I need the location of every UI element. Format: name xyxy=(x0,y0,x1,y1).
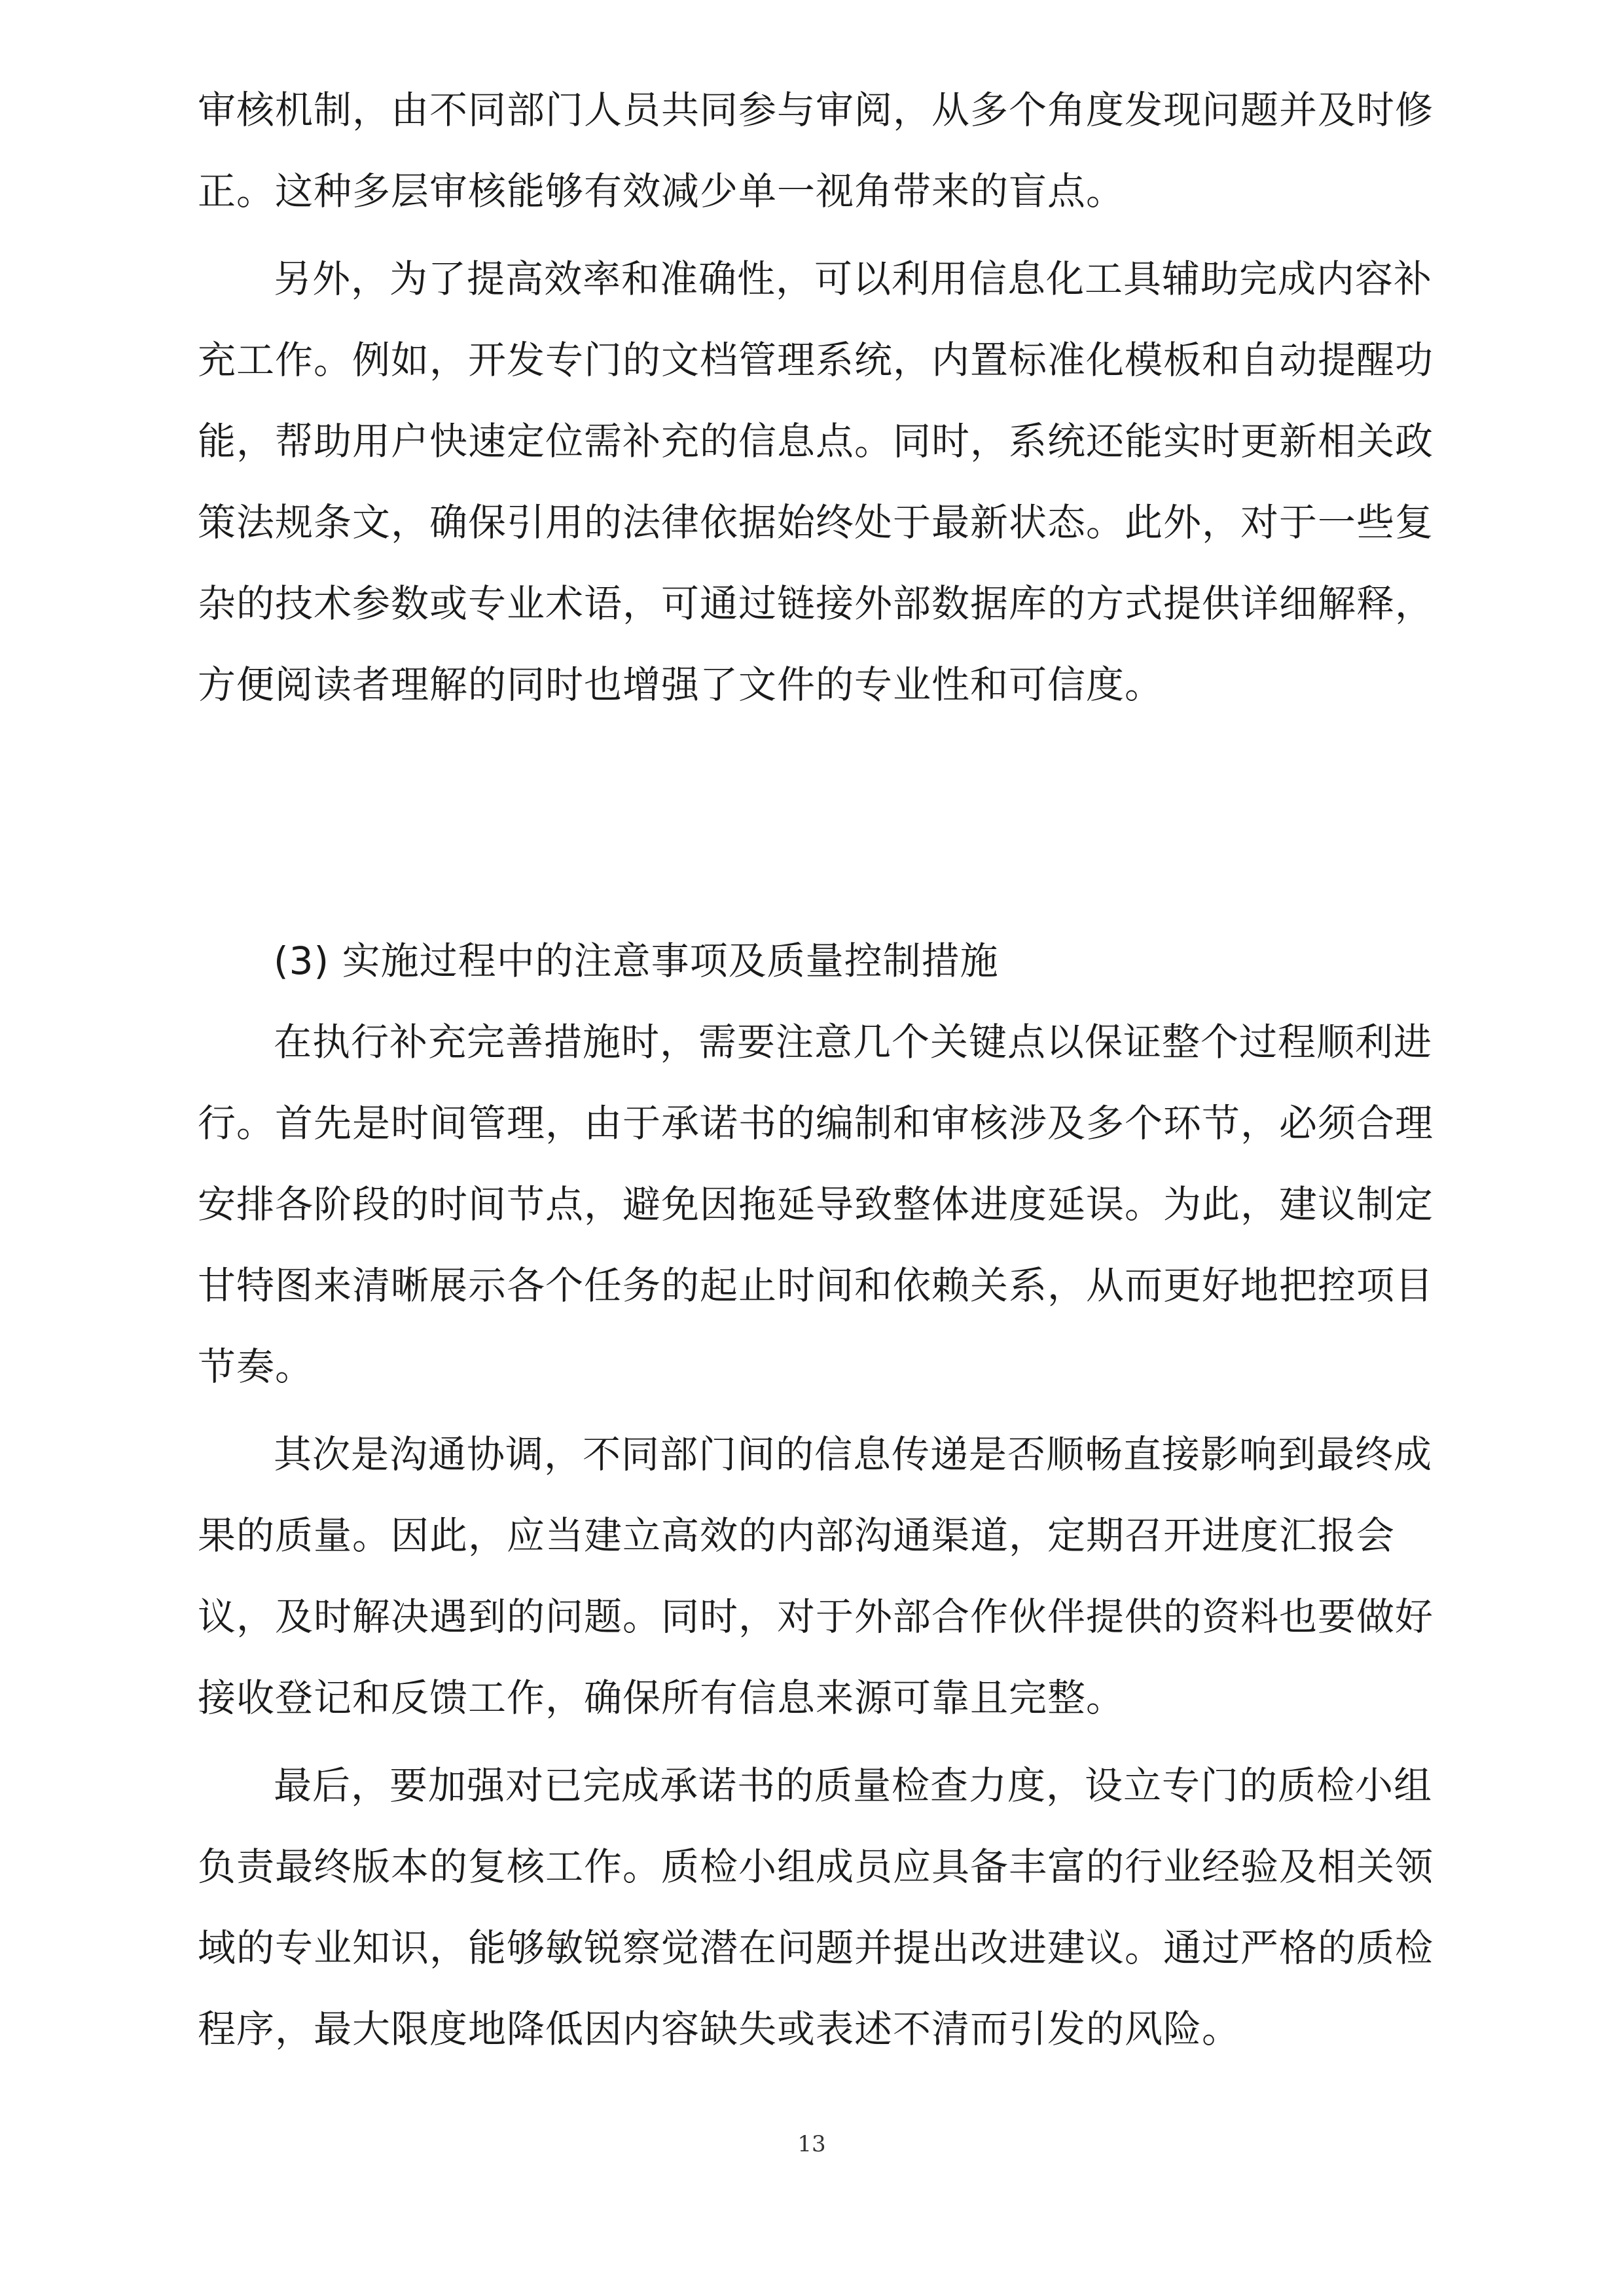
text-line: 行。首先是时间管理，由于承诺书的编制和审核涉及多个环节，必须合理 xyxy=(198,1101,1434,1145)
paragraph-first-line: 最后，要加强对已完成承诺书的质量检查力度，设立专门的质检小组 xyxy=(274,1763,1433,1808)
paragraph-first-line: 其次是沟通协调，不同部门间的信息传递是否顺畅直接影响到最终成 xyxy=(274,1432,1433,1477)
text-line: 正。这种多层审核能够有效减少单一视角带来的盲点。 xyxy=(198,169,1125,213)
text-line: 能，帮助用户快速定位需补充的信息点。同时，系统还能实时更新相关政 xyxy=(198,419,1434,463)
text-line: 杂的技术参数或专业术语，可通过链接外部数据库的方式提供详细解释， xyxy=(198,581,1434,626)
paragraph-first-line: 另外，为了提高效率和准确性，可以利用信息化工具辅助完成内容补 xyxy=(274,257,1433,301)
text-line: 接收登记和反馈工作，确保所有信息来源可靠且完整。 xyxy=(198,1676,1125,1720)
section-heading: (3) 实施过程中的注意事项及质量控制措施 xyxy=(274,939,999,983)
text-line: 节奏。 xyxy=(198,1344,314,1389)
text-line: 充工作。例如，开发专门的文档管理系统，内置标准化模板和自动提醒功 xyxy=(198,338,1434,382)
text-line: 议，及时解决遇到的问题。同时，对于外部合作伙伴提供的资料也要做好 xyxy=(198,1594,1434,1639)
page-number: 13 xyxy=(797,2131,826,2157)
text-line: 安排各阶段的时间节点，避免因拖延导致整体进度延误。为此，建议制定 xyxy=(198,1182,1434,1227)
text-line: 域的专业知识，能够敏锐察觉潜在问题并提出改进建议。通过严格的质检 xyxy=(198,1926,1434,1970)
text-line: 审核机制，由不同部门人员共同参与审阅，从多个角度发现问题并及时修 xyxy=(198,88,1434,132)
text-line: 方便阅读者理解的同时也增强了文件的专业性和可信度。 xyxy=(198,662,1164,707)
text-line: 策法规条文，确保引用的法律依据始终处于最新状态。此外，对于一些复 xyxy=(198,500,1434,545)
text-line: 负责最终版本的复核工作。质检小组成员应具备丰富的行业经验及相关领 xyxy=(198,1844,1434,1889)
text-line: 果的质量。因此，应当建立高效的内部沟通渠道，定期召开进度汇报会 xyxy=(198,1513,1396,1558)
text-line: 甘特图来清晰展示各个任务的起止时间和依赖关系，从而更好地把控项目 xyxy=(198,1263,1434,1308)
text-line: 程序，最大限度地降低因内容缺失或表述不清而引发的风险。 xyxy=(198,2007,1241,2051)
paragraph-first-line: 在执行补充完善措施时，需要注意几个关键点以保证整个过程顺利进 xyxy=(274,1020,1433,1064)
